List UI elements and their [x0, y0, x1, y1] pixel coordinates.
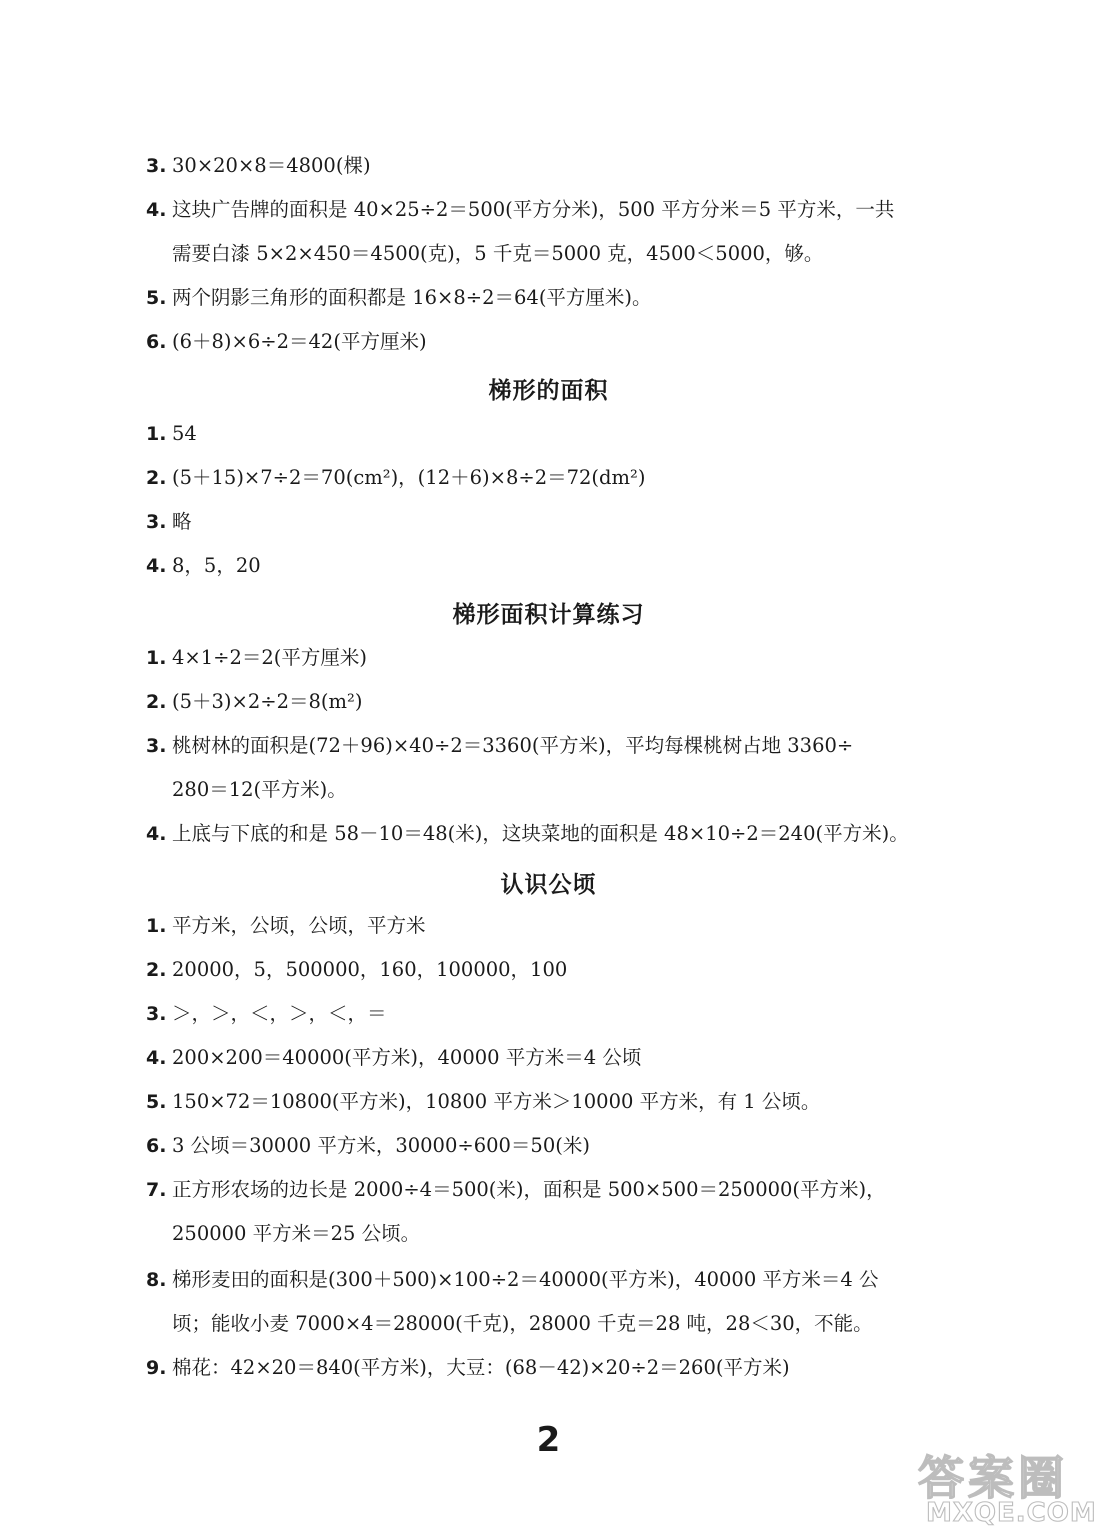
item-number: 4. [146, 555, 167, 577]
item-number: 5. [146, 287, 167, 309]
answer-item [146, 1080, 966, 1124]
item-number: 3. [146, 1003, 167, 1025]
item-number: 5. [146, 1091, 167, 1113]
item-text: 3 公顷＝30000 平方米，30000÷600＝50(米) [172, 1134, 590, 1157]
item-number: 6. [146, 331, 167, 353]
answer-item [146, 1258, 966, 1302]
item-number: 9. [146, 1357, 167, 1379]
item-number: 4. [146, 823, 167, 845]
answer-item [146, 1124, 966, 1168]
item-text: (5＋15)×7÷2＝70(cm²)，(12＋6)×8÷2＝72(dm²) [172, 466, 646, 489]
item-number: 7. [146, 1179, 167, 1201]
item-text-continuation: 250000 平方米＝25 公顷。 [172, 1222, 421, 1245]
answer-item [146, 724, 966, 768]
answer-item [146, 544, 966, 588]
item-text: 正方形农场的边长是 2000÷4＝500(米)，面积是 500×500＝250000(平方米)， [172, 1178, 886, 1201]
item-text-continuation: 需要白漆 5×2×450＝4500(克)，5 千克＝5000 克，4500＜5000，够。 [172, 242, 824, 265]
item-text: 30×20×8＝4800(棵) [172, 154, 371, 177]
item-text: 8，5，20 [172, 554, 261, 577]
watermark-logo [918, 1438, 1097, 1530]
item-text: ＞，＞，＜，＞，＜，＝ [172, 1002, 387, 1025]
answer-item [146, 812, 966, 856]
item-text: 两个阴影三角形的面积都是 16×8÷2＝64(平方厘米)。 [172, 286, 652, 309]
item-text: 平方米，公顷，公顷，平方米 [172, 914, 426, 937]
answer-item [146, 1346, 966, 1390]
item-text: 20000，5，500000，160，100000，100 [172, 958, 568, 981]
answer-item [146, 904, 966, 948]
section-title: 梯形面积计算练习 [452, 602, 645, 628]
item-text: 梯形麦田的面积是(300＋500)×100÷2＝40000(平方米)，40000 平方米＝4 公 [172, 1268, 879, 1291]
answer-item [146, 276, 966, 320]
answer-item [146, 456, 966, 500]
item-number: 2. [146, 691, 167, 713]
item-text: (5＋3)×2÷2＝8(m²) [172, 690, 363, 713]
item-number: 1. [146, 915, 167, 937]
item-number: 1. [146, 423, 167, 445]
watermark-url: MXQE.COM [926, 1498, 1097, 1528]
item-number: 8. [146, 1269, 167, 1291]
item-text: 54 [172, 422, 197, 445]
answer-item [146, 1036, 966, 1080]
item-number: 1. [146, 647, 167, 669]
answer-item [146, 680, 966, 724]
item-text: (6＋8)×6÷2＝42(平方厘米) [172, 330, 427, 353]
answer-item [146, 500, 966, 544]
item-number: 3. [146, 155, 167, 177]
answer-item [146, 144, 966, 188]
item-text: 略 [172, 510, 192, 533]
item-text: 上底与下底的和是 58－10＝48(米)，这块菜地的面积是 48×10÷2＝240(平方米)。 [172, 822, 909, 845]
item-number: 2. [146, 959, 167, 981]
item-text: 150×72＝10800(平方米)，10800 平方米＞10000 平方米，有 1 公顷。 [172, 1090, 821, 1113]
item-number: 2. [146, 467, 167, 489]
watermark-logo-text: 答案圈 [918, 1451, 1068, 1505]
item-text: 桃树林的面积是(72＋96)×40÷2＝3360(平方米)，平均每棵桃树占地 3360÷ [172, 734, 854, 757]
answer-item [146, 636, 966, 680]
section-title: 认识公顷 [500, 872, 597, 898]
answer-item [146, 948, 966, 992]
answer-item [146, 188, 966, 232]
answer-item [146, 412, 966, 456]
item-number: 4. [146, 1047, 167, 1069]
item-text: 棉花：42×20＝840(平方米)，大豆：(68－42)×20÷2＝260(平方米) [172, 1356, 790, 1379]
item-text-continuation: 280＝12(平方米)。 [172, 778, 347, 801]
item-number: 6. [146, 1135, 167, 1157]
answer-item [146, 992, 966, 1036]
item-text-continuation: 顷；能收小麦 7000×4＝28000(千克)，28000 千克＝28 吨，28＜30，不能。 [172, 1312, 873, 1335]
item-text: 200×200＝40000(平方米)，40000 平方米＝4 公顷 [172, 1046, 642, 1069]
item-number: 4. [146, 199, 167, 221]
section-title: 梯形的面积 [488, 378, 609, 404]
item-number: 3. [146, 735, 167, 757]
page-number: 2 [536, 1420, 561, 1460]
item-text: 4×1÷2＝2(平方厘米) [172, 646, 368, 669]
item-text: 这块广告牌的面积是 40×25÷2＝500(平方分米)，500 平方分米＝5 平方米，一共 [172, 198, 895, 221]
answer-item [146, 1168, 966, 1212]
answer-item [146, 320, 966, 364]
item-number: 3. [146, 511, 167, 533]
